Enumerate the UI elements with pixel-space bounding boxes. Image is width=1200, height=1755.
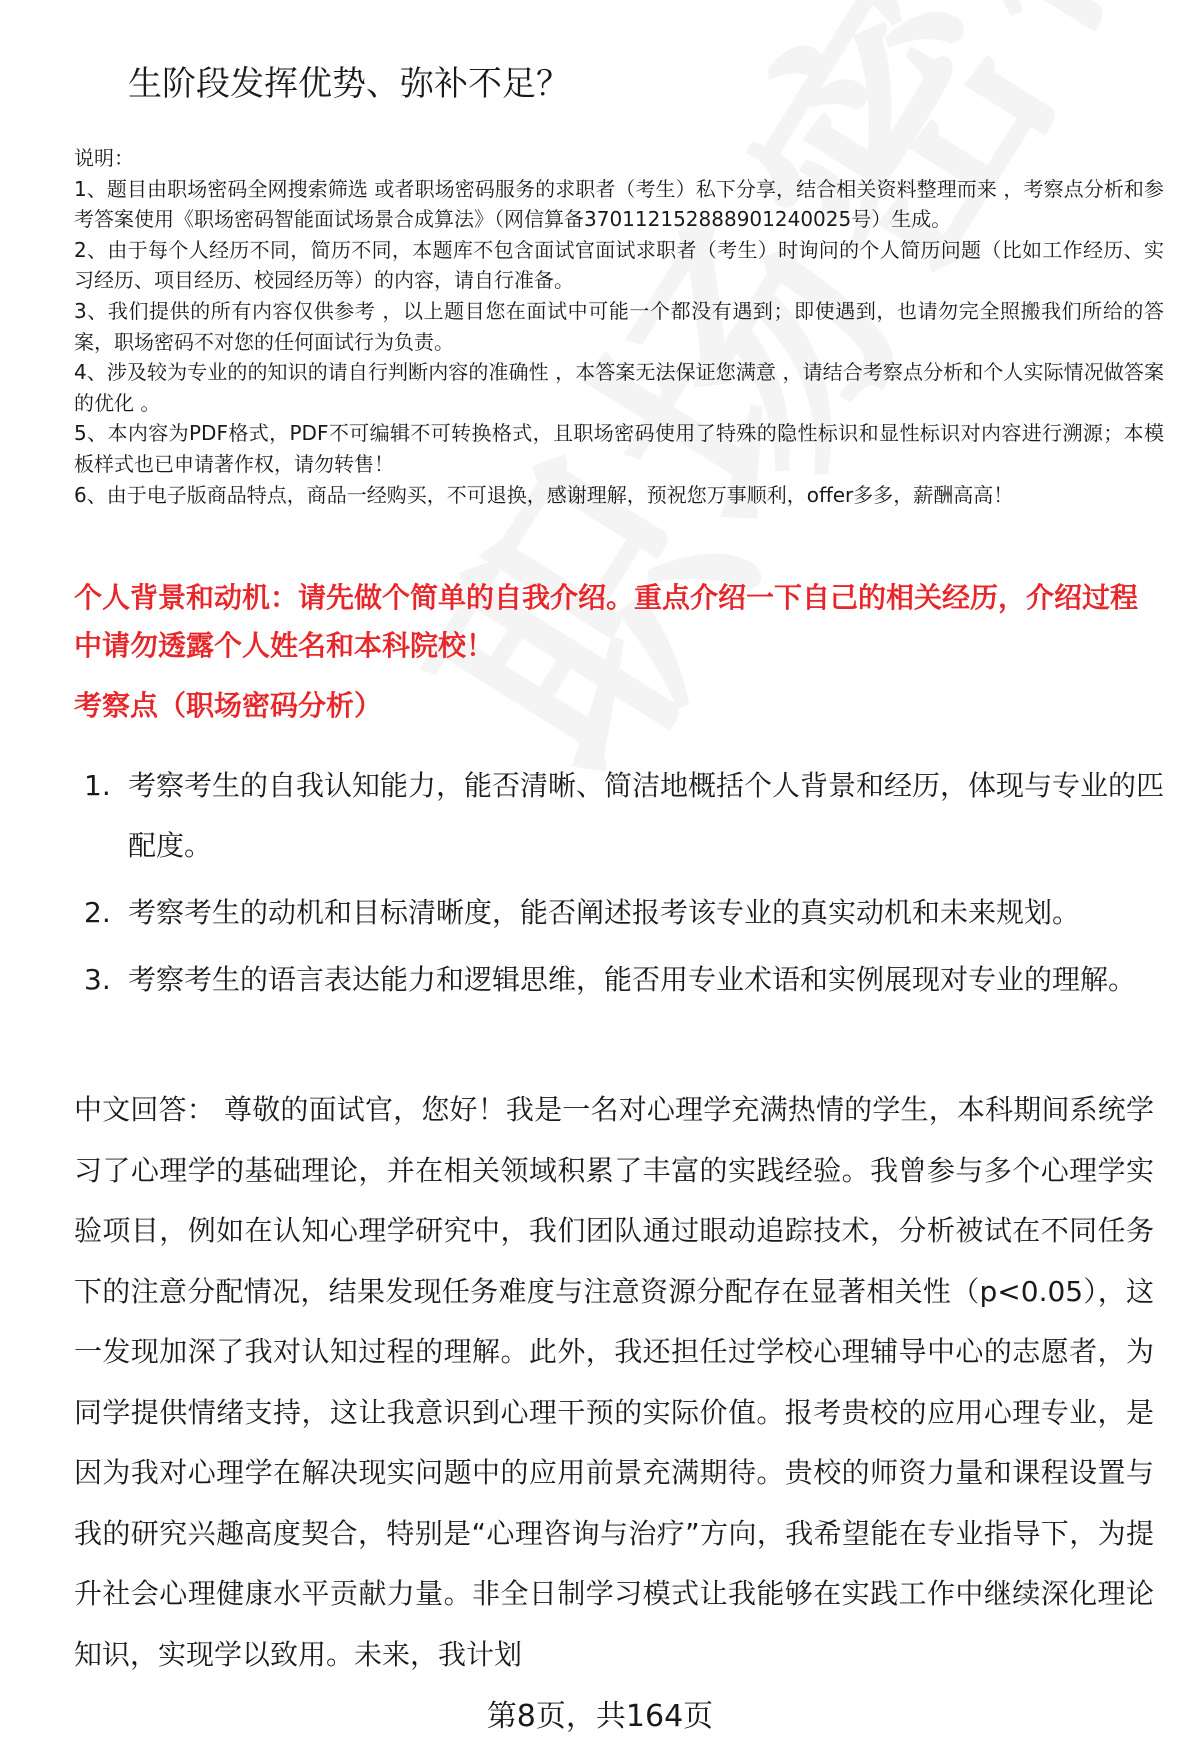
note-item: 2、由于每个人经历不同，简历不同，本题库不包含面试官面试求职者（考生）时询问的个人简历问题（比如工作经历、实习经历、项目经历、校园经历等）的内容，请自行准备。 <box>74 237 1164 293</box>
list-item-number: 1. <box>84 769 111 802</box>
list-item-number: 2. <box>84 896 111 929</box>
note-item: 5、本内容为PDF格式，PDF不可编辑不可转换格式，且职场密码使用了特殊的隐性标识和显性标识对内容进行溯源；本模板样式也已申请著作权，请勿转售！ <box>74 421 1164 476</box>
notes-title: 说明： <box>74 146 134 170</box>
answer-text: 中文回答： 尊敬的面试官，您好！我是一名对心理学充满热情的学生，本科期间系统学习了心理学的基础理论，并在相关领域积累了丰富的实践经验。我曾参与多个心理学实验项目，例如在认知心理学研究中，我们团队通过眼动追踪技术，分析被试在不同任务下的注意分配情况，结果发现任务难度与注意资源分配存在显著相关性（p<0.05），这一发现加深了我对认知过程的理解。此外，我还担任过学校心理辅导中心的志愿者，为同学提供情绪支持，这让我意识到心理干预的实际价值。报考贵校的应用心理专业，是因为我对心理学在解决现实问题中的应用前景充满期待。贵校的师资力量和课程设置与我的研究兴趣高度契合，特别是“心理咨询与治疗”方向，我希望能在专业指导下，为提升社会心理健康水平贡献力量。非全日制学习模式让我能够在实践工作中继续深化理论知识，实现学以致用。未来，我计划 <box>74 1093 1154 1671</box>
list-item-text: 考察考生的自我认知能力，能否清晰、简洁地概括个人背景和经历，体现与专业的匹配度。 <box>128 769 1165 862</box>
list-item-text: 考察考生的动机和目标清晰度，能否阐述报考该专业的真实动机和未来规划。 <box>128 896 1081 929</box>
note-item: 6、由于电子版商品特点，商品一经购买，不可退换，感谢理解，预祝您万事顺利，offer多多，薪酬高高！ <box>74 482 1014 507</box>
analysis-points <box>74 756 1164 1017</box>
interview-question: 个人背景和动机：请先做个简单的自我介绍。重点介绍一下自己的相关经历，介绍过程中请勿透露个人姓名和本科院校！ <box>74 581 1139 662</box>
notes-section <box>74 143 1164 510</box>
note-item: 1、题目由职场密码全网搜索筛选 或者职场密码服务的求职者（考生）私下分享，结合相关资料整理而来 ，考察点分析和参考答案使用《职场密码智能面试场景合成算法》（网信算备370112152888901240025号）生成。 <box>74 176 1164 232</box>
list-item <box>74 756 1164 876</box>
list-item-text: 考察考生的语言表达能力和逻辑思维，能否用专业术语和实例展现对专业的理解。 <box>128 963 1137 996</box>
list-item-number: 3. <box>84 963 111 996</box>
note-item: 3、我们提供的所有内容仅供参考 ，以上题目您在面试中可能一个都没有遇到；即使遇到，也请勿完全照搬我们所给的答案，职场密码不对您的任何面试行为负责。 <box>74 298 1164 354</box>
previous-question-tail: 生阶段发挥优势、弥补不足？ <box>128 64 570 104</box>
note-item: 4、涉及较为专业的的知识的请自行判断内容的准确性 ，本答案无法保证您满意 ，请结合考察点分析和个人实际情况做答案的优化 。 <box>74 360 1164 415</box>
page-number: 第8页，共164页 <box>486 1699 714 1734</box>
list-item <box>74 950 1164 1010</box>
analysis-heading: 考察点（职场密码分析） <box>74 689 383 722</box>
list-item <box>74 883 1164 943</box>
